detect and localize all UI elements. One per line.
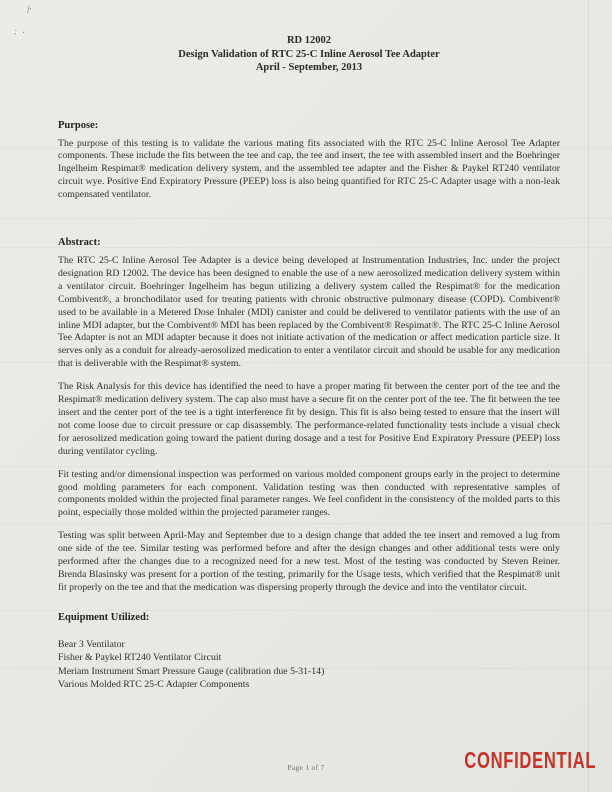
abstract-paragraph-4: Testing was split between April-May and September due to a design change that added the tee insert and removed a lug from one side of the tee. Similar testing was performed before and after the design changes and other additional tests were only performed after the changes due to a recognized need for a new test. Most of the testing was conducted by Steven Reiner. Brenda Blasinsky was present for a portion of the testing, primarily for the Usage tests, which verified that the Respimat® unit fit properly on the tee and that the medication was dispersing properly through the device and into the ventilator circuit.	[58, 530, 560, 593]
abstract-paragraph-2: The Risk Analysis for this device has identified the need to have a proper mating fit between the center port of the tee and the Respimat® medication delivery system. The cap also must have a secure fit on the center port of the tee. The fit between the tee insert and the center port of the tee is a tight interference fit by design. This fit is also being tested to ensure that the insert will not come loose due to circuit pressure or cap disassembly. The performance-related functionality tests include a visual check for aerosolized medication going toward the patient during dosage and a test for Positive End Expiratory Pressure (PEEP) loss during ventilator cycling.	[58, 381, 560, 457]
abstract-paragraph-3: Fit testing and/or dimensional inspection was performed on various molded component groups early in the project to determine good molding parameters for each component. Validation testing was then conducted with representative samples of components molded within the projected final parameter ranges. We feel confident in the consistency of the molded parts to this point, especially those molded within the projected parameter ranges.	[58, 468, 560, 519]
doc-number: RD 12002	[286, 35, 332, 46]
doc-title: Design Validation of RTC 25-C Inline Aerosol Tee Adapter	[178, 48, 440, 60]
doc-date-range: April - September, 2013	[255, 62, 363, 73]
equipment-list-item: Various Molded RTC 25-C Adapter Components	[58, 679, 250, 691]
abstract-section	[58, 236, 560, 595]
purpose-section	[58, 119, 560, 203]
page-number: Page 1 of 7	[287, 763, 325, 772]
confidential-stamp: CONFIDENTIAL	[464, 747, 596, 773]
document-content	[58, 34, 560, 692]
document-header	[58, 34, 560, 75]
equipment-section	[58, 611, 560, 692]
abstract-heading: Abstract:	[58, 237, 101, 249]
abstract-paragraph-1: The RTC 25-C Inline Aerosol Tee Adapter is a device being developed at Instrumentation Industries, Inc. under the project designation RD 12002. The device has been designed to enable the use of a new aerosolized medication delivery system within a ventilator circuit. Boehringer Ingelheim has begun utilizing a delivery system called the Respimat® for the medication Combivent®, a bronchodilator used for treating patients with chronic obstructive pulmonary disease (COPD). Combivent® used to be available in a Metered Dose Inhaler (MDI) canister and could be delivered to ventilator patients with the use of an inline MDI adapter, but the Combivent® MDI has been replaced by the Combivent® Respimat®. The RTC 25-C Inline Aerosol Tee Adapter is not an MDI adapter because it does not initiate activation of the medication or affect medication particle size. It serves only as a conduit for already-aerosolized medication to enter a ventilator circuit and should be usable for any medication that is deliverable with the Respimat® system.	[58, 255, 560, 370]
pen-mark: ⁄·	[26, 4, 34, 16]
equipment-list-item: Meriam Instrument Smart Pressure Gauge (calibration due 5-31-14)	[58, 665, 325, 677]
scan-edge-streak	[588, 0, 589, 792]
pen-mark: : ·	[13, 27, 27, 39]
purpose-heading: Purpose:	[58, 119, 99, 131]
equipment-list	[58, 638, 560, 692]
purpose-paragraph: The purpose of this testing is to validate the various mating fits associated with the RTC 25-C Inline Aerosol Tee Adapter components. These include the fits between the tee and cap, the tee and insert, the tee with assembled insert and the Boehringer Ingelheim Respimat® medication delivery system, and the assembled tee adapter and the Fisher & Paykel RT240 ventilator circuit wye. Positive End Expiratory Pressure (PEEP) loss is also being quantified for RTC 25-C Adapter usage with a non-leak compensated ventilator.	[58, 137, 560, 201]
equipment-heading: Equipment Utilized:	[58, 611, 150, 623]
equipment-list-item: Bear 3 Ventilator	[58, 638, 125, 650]
equipment-list-item: Fisher & Paykel RT240 Ventilator Circuit	[58, 652, 222, 664]
